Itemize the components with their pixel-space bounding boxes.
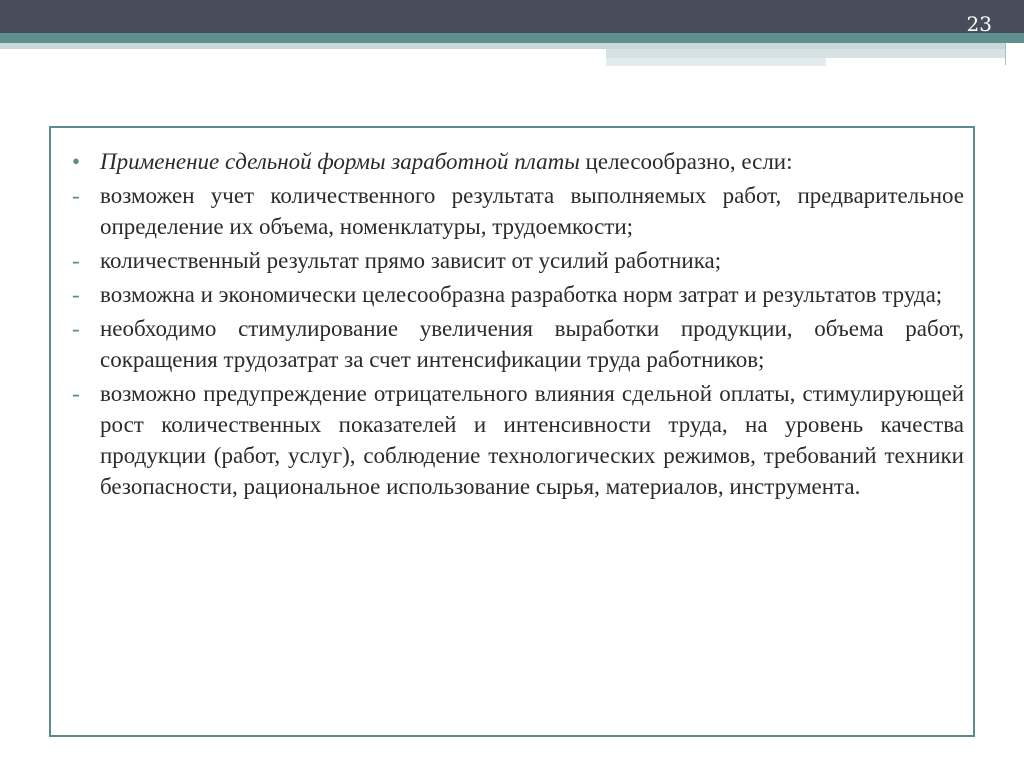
header-bar [0, 0, 1024, 33]
list-item-text: возможно предупреждение отрицательного влияния сдельной оплаты, стимулирующей рост количественных показателей и интенсивности труда, на уровень качества продукции (работ, услуг), соблюдение технологических режимов, требований техники безопасности, рациональное использование сырья, материалов, инструмента. [100, 381, 964, 499]
list-item-intro [72, 146, 964, 177]
header-stripe-edge [1005, 43, 1006, 65]
list-item [72, 279, 964, 310]
list-item-text: возможна и экономически целесообразна разработка норм затрат и результатов труда; [100, 282, 943, 307]
page-number: 23 [966, 12, 992, 36]
list-item [72, 245, 964, 276]
dash-marker: - [72, 316, 80, 341]
intro-text: целесообразно, если: [579, 149, 793, 174]
dash-marker: - [72, 381, 80, 406]
dash-marker: - [72, 248, 80, 273]
list-item-text: количественный результат прямо зависит от усилий работника; [100, 248, 722, 273]
dash-marker: - [72, 282, 80, 307]
list-item-text: необходимо стимулирование увеличения выработки продукции, объема работ, сокращения трудозатрат за счет интенсификации труда работников; [100, 316, 964, 372]
header-stripe-light-shorter [606, 58, 826, 66]
list-item-text: возможен учет количественного результата выполняемых работ, предварительное определение их объема, номенклатуры, трудоемкости; [100, 183, 964, 239]
dash-marker: - [72, 183, 80, 208]
list-item [72, 180, 964, 242]
list-item [72, 378, 964, 502]
content-list [72, 146, 964, 505]
bullet-marker: • [72, 149, 81, 174]
list-item [72, 313, 964, 375]
header-stripe-teal [0, 33, 1024, 43]
header-stripe-light-short [606, 49, 1005, 58]
intro-italic-text: Применение сдельной формы заработной платы [100, 149, 580, 174]
